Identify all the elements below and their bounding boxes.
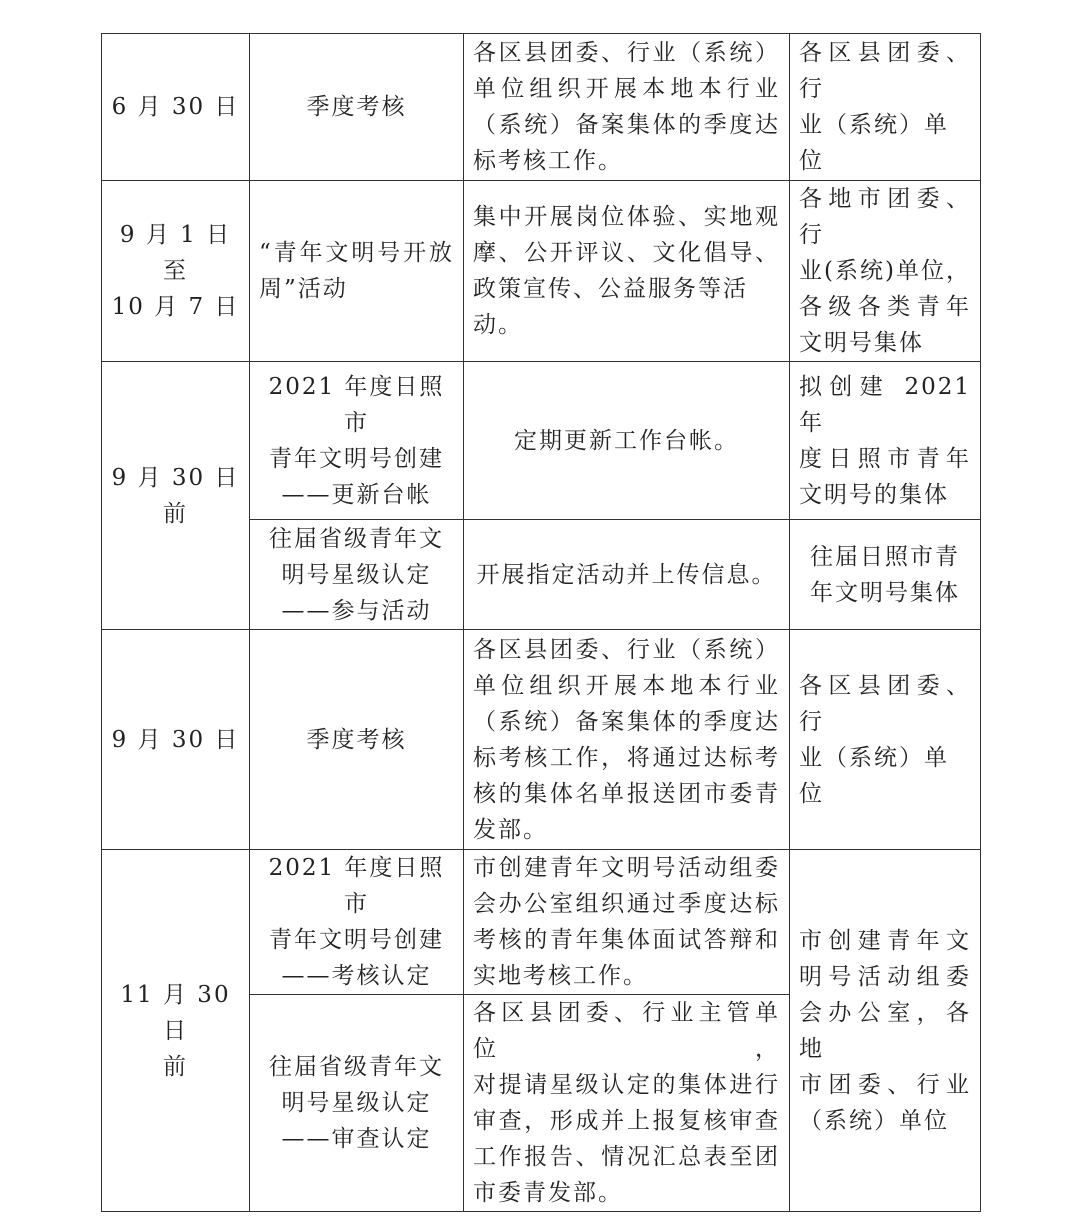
item-cell: 2021 年度日照市 青年文明号创建 ——考核认定 xyxy=(250,850,464,995)
content-cell: 定期更新工作台帐。 xyxy=(464,362,790,520)
item-cell: 2021 年度日照市 青年文明号创建 ——更新台帐 xyxy=(250,362,464,520)
content-cell: 集中开展岗位体验、实地观 摩、公开评议、文化倡导、 政策宣传、公益服务等活动。 xyxy=(464,181,790,362)
date-cell: 9 月 30 日 xyxy=(102,630,250,850)
table-row xyxy=(102,362,981,520)
item-cell: 往届省级青年文 明号星级认定 ——审查认定 xyxy=(250,995,464,1212)
responsible-cell: 往届日照市青 年文明号集体 xyxy=(790,520,981,630)
item-cell: 往届省级青年文 明号星级认定 ——参与活动 xyxy=(250,520,464,630)
content-cell: 各区县团委、行业（系统） 单位组织开展本地本行业 （系统）备案集体的季度达 标考核工作，将通过达标考 核的集体名单报送团市委青 发部。 xyxy=(464,630,790,850)
content-cell: 各区县团委、行业（系统） 单位组织开展本地本行业 （系统）备案集体的季度达 标考核工作。 xyxy=(464,34,790,181)
date-cell: 9 月 1 日至 10 月 7 日 xyxy=(102,181,250,362)
item-cell: 季度考核 xyxy=(250,630,464,850)
activity-schedule-table xyxy=(101,33,981,1212)
item-cell: 季度考核 xyxy=(250,34,464,181)
content-cell: 各区县团委、行业主管单位， 对提请星级认定的集体进行 审查，形成并上报复核审查 工作报告、情况汇总表至团 市委青发部。 xyxy=(464,995,790,1212)
item-cell: “青年文明号开放 周”活动 xyxy=(250,181,464,362)
date-cell: 11 月 30 日 前 xyxy=(102,850,250,1212)
responsible-cell: 各区县团委、行 业（系统）单位 xyxy=(790,630,981,850)
table-row xyxy=(102,630,981,850)
date-cell: 9 月 30 日前 xyxy=(102,362,250,630)
table-row xyxy=(102,34,981,181)
responsible-cell: 各区县团委、行 业（系统）单位 xyxy=(790,34,981,181)
content-cell: 市创建青年文明号活动组委 会办公室组织通过季度达标 考核的青年集体面试答辩和 实地考核工作。 xyxy=(464,850,790,995)
table-row xyxy=(102,850,981,995)
content-cell: 开展指定活动并上传信息。 xyxy=(464,520,790,630)
table-row xyxy=(102,181,981,362)
date-cell: 6 月 30 日 xyxy=(102,34,250,181)
responsible-cell: 市创建青年文 明号活动组委 会办公室，各地 市团委、行业 （系统）单位 xyxy=(790,850,981,1212)
responsible-cell: 各地市团委、行 业(系统)单位， 各级各类青年 文明号集体 xyxy=(790,181,981,362)
responsible-cell: 拟创建 2021 年 度日照市青年 文明号的集体 xyxy=(790,362,981,520)
